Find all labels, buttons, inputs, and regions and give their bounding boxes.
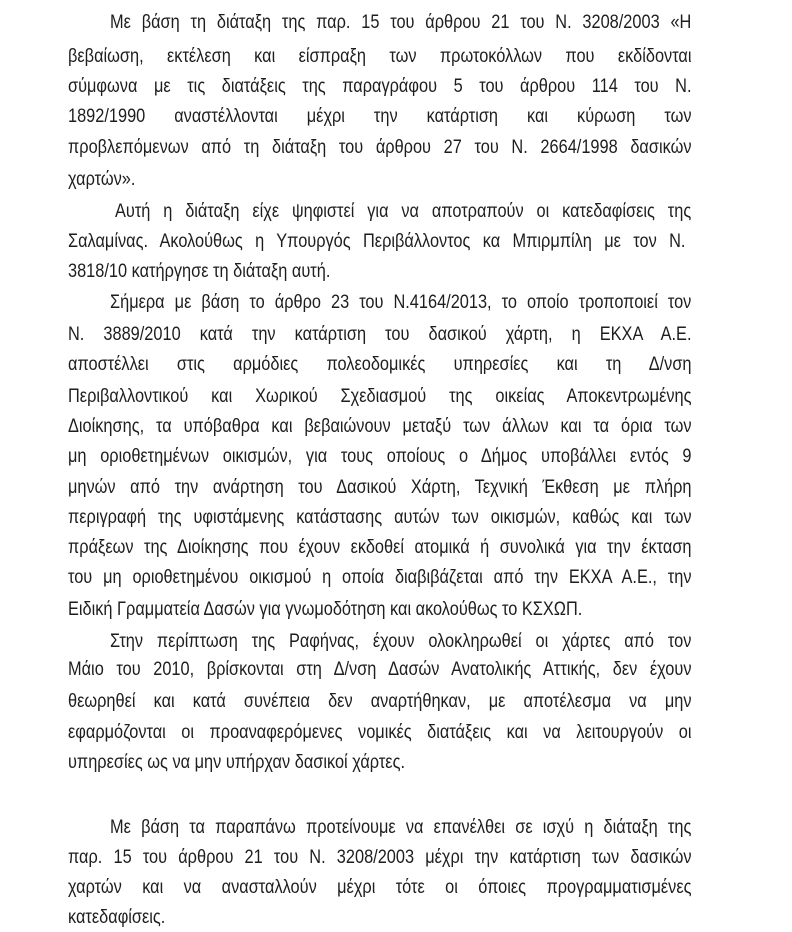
paragraph-3-line-10: του μη οριοθετημένου οικισμού η οποία διαβιβάζεται από την ΕΚΧΑ Α.Ε., την [68, 567, 692, 588]
paragraph-5-line-3: χαρτών και να ανασταλλούν μέχρι τότε οι όποιες προγραμματισμένες [68, 877, 692, 898]
paragraph-3-line-7: μηνών από την ανάρτηση του Δασικού Χάρτη, Τεχνική Έκθεση με πλήρη [68, 477, 692, 498]
paragraph-4-line-1: Στην περίπτωση της Ραφήνας, έχουν ολοκληρωθεί οι χάρτες από τον [110, 631, 692, 652]
paragraph-3-line-3: αποστέλλει στις αρμόδιες πολεοδομικές υπηρεσίες και τη Δ/νση [68, 354, 692, 375]
paragraph-3-line-1: Σήμερα με βάση το άρθρο 23 του Ν.4164/2013, το οποίο τροποποιεί τον [110, 292, 692, 313]
paragraph-3-line-8: περιγραφή της υφιστάμενης κατάστασης αυτών των οικισμών, καθώς και των [68, 507, 692, 528]
paragraph-1-line-5: προβλεπόμενων από τη διάταξη του άρθρου 27 του Ν. 2664/1998 δασικών [68, 137, 692, 158]
paragraph-1-line-2: βεβαίωση, εκτέλεση και είσπραξη των πρωτοκόλλων που εκδίδονται [68, 46, 692, 67]
paragraph-4-line-4: εφαρμόζονται οι προαναφερόμενες νομικές διατάξεις και να λειτουργούν οι [68, 722, 692, 743]
paragraph-5-line-4: κατεδαφίσεις. [68, 907, 166, 928]
paragraph-3-line-6: μη οριοθετημένων οικισμών, για τους οποίους ο Δήμος υποβάλλει εντός 9 [68, 446, 692, 467]
paragraph-3-line-2: Ν. 3889/2010 κατά την κατάρτιση του δασικού χάρτη, η ΕΚΧΑ Α.Ε. [68, 324, 692, 345]
paragraph-2-line-1: Αυτή η διάταξη είχε ψηφιστεί για να αποτραπούν οι κατεδαφίσεις της [115, 201, 692, 222]
paragraph-4-line-2: Μάιο του 2010, βρίσκονται στη Δ/νση Δασών Ανατολικής Αττικής, δεν έχουν [68, 659, 692, 680]
paragraph-4-line-5: υπηρεσίες ως να μην υπήρχαν δασικοί χάρτες. [68, 752, 406, 773]
paragraph-5-line-1: Με βάση τα παραπάνω προτείνουμε να επανέλθει σε ισχύ η διάταξη της [110, 817, 692, 838]
paragraph-1-line-4: 1892/1990 αναστέλλονται μέχρι την κατάρτιση και κύρωση των [68, 106, 692, 127]
paragraph-2-line-3: 3818/10 κατήργησε τη διάταξη αυτή. [68, 261, 331, 282]
paragraph-2-line-2: Σαλαμίνας. Ακολούθως η Υπουργός Περιβάλλοντος κα Μπιρμπίλη με τον Ν. [68, 231, 686, 252]
paragraph-1-line-6: χαρτών». [68, 169, 136, 190]
paragraph-1-line-1: Με βάση τη διάταξη της παρ. 15 του άρθρου 21 του Ν. 3208/2003 «Η [110, 12, 692, 33]
paragraph-1-line-3: σύμφωνα με τις διατάξεις της παραγράφου 5 του άρθρου 114 του Ν. [68, 76, 692, 97]
paragraph-3-line-5: Διοίκησης, τα υπόβαθρα και βεβαιώνουν μεταξύ των άλλων και τα όρια των [68, 416, 692, 437]
paragraph-3-line-9: πράξεων της Διοίκησης που έχουν εκδοθεί ατομικά ή συνολικά για την έκταση [68, 537, 692, 558]
paragraph-3-line-11: Ειδική Γραμματεία Δασών για γνωμοδότηση και ακολούθως το ΚΣΧΩΠ. [68, 599, 583, 620]
paragraph-5-line-2: παρ. 15 του άρθρου 21 του Ν. 3208/2003 μέχρι την κατάρτιση των δασικών [68, 847, 692, 868]
paragraph-4-line-3: θεωρηθεί και κατά συνέπεια δεν αναρτήθηκαν, με αποτέλεσμα να μην [68, 691, 692, 712]
paragraph-3-line-4: Περιβαλλοντικού και Χωρικού Σχεδιασμού της οικείας Αποκεντρωμένης [68, 386, 692, 407]
